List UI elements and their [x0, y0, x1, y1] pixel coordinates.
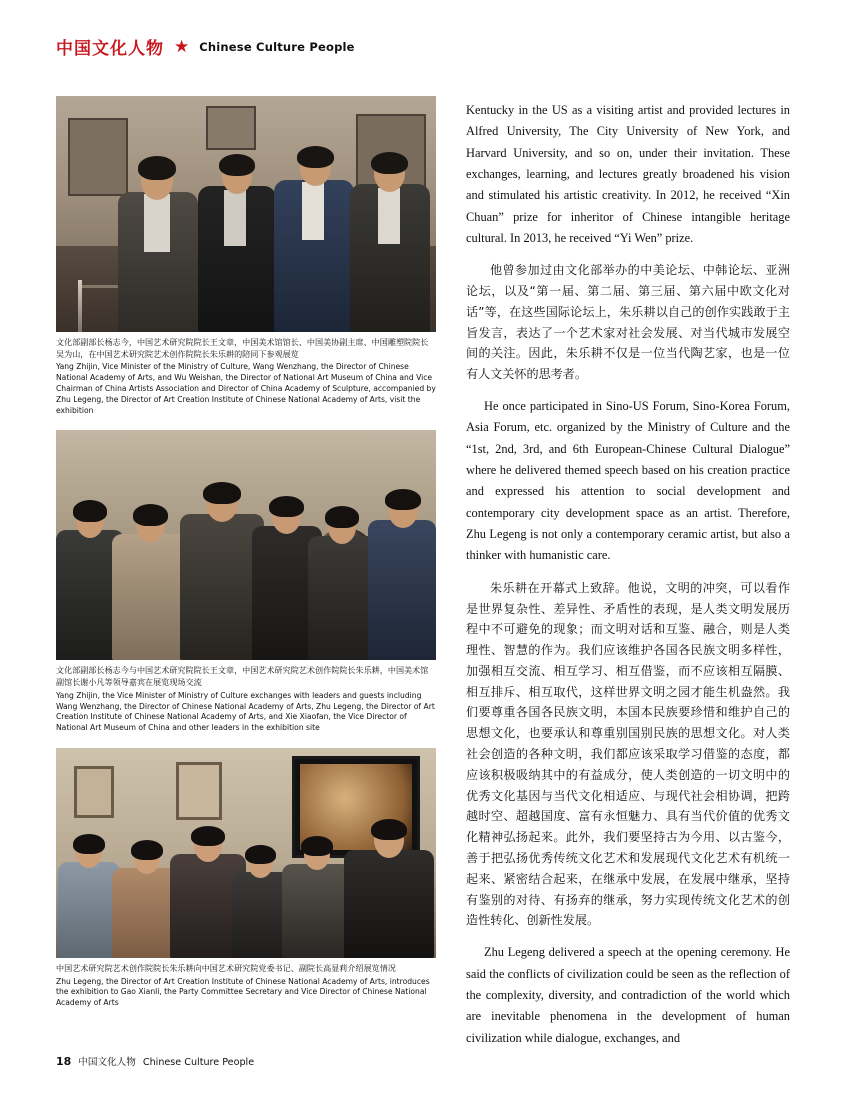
- caption-english: Yang Zhijin, Vice Minister of the Ministry of Culture, Wang Wenzhang, the Director of Chinese National Academy of Arts, and Wu Weishan, the Director of National Art Museum of China and Vice Chairman of China Artists Association and Director of China Academy of Sculpture, accompanied by Zhu Legeng, the Director of Art Creation Institute of Chinese National Academy of Arts, visit the exhibition: [56, 362, 436, 415]
- photo-four-officials: [56, 96, 436, 332]
- caption-chinese: 文化部副部长杨志今与中国艺术研究院院长王文章，中国艺术研究院艺术创作院院长朱乐耕，中国美术馆副馆长谢小凡等领导嘉宾在展览现场交流: [56, 665, 429, 688]
- paragraph-english-1: Kentucky in the US as a visiting artist and provided lectures in Alfred University, The City University of New York, and Harvard University, and so on, under their invitation. These exchanges, learning, and lectures greatly broadened his vision and stimulated his artistic creativity. In 2012, he received “Xin Chuan” prize for inheritor of Chinese intangible heritage cultural. In 2013, he received “Yi Wen” prize.: [466, 103, 790, 245]
- caption-chinese: 文化部副部长杨志今，中国艺术研究院院长王文章，中国美术馆馆长、中国美协副主席、中国雕塑院院长吴为山，在中国艺术研究院艺术创作院院长朱乐耕的陪同下参观展览: [56, 337, 429, 359]
- caption-english: Yang Zhijin, the Vice Minister of Ministry of Culture exchanges with leaders and guests including Wang Wenzhang, the Director of Chinese National Academy of Arts, Zhu Legeng, the Director of Art Creation Institute of Chinese National Academy of Arts, and Xie Xiaofan, the Vice Director of National Art Museum of China and other leaders in the exhibition site: [56, 690, 435, 733]
- figure-introducing-exhibition: [56, 748, 436, 1009]
- masthead-english-title: Chinese Culture People: [199, 39, 355, 54]
- caption-english: Zhu Legeng, the Director of Art Creation Institute of Chinese National Academy of Arts, introduces the exhibition to Gao Xianli, the Party Committee Secretary and Vice Director of Chinese National Academy of Arts: [56, 976, 430, 1008]
- photo-introducing-exhibition: [56, 748, 436, 958]
- figure-exchange-around-vase: [56, 430, 436, 734]
- masthead: [56, 34, 355, 59]
- paragraph-chinese-1: 他曾参加过由文化部举办的中美论坛、中韩论坛、亚洲论坛，以及“第一届、第二届、第三届、第六届中欧文化对话”等，在这些国际论坛上，朱乐耕以自己的创作实践敢于主旨发言，表达了一个艺术家对社会发展、对当代城市发展空间的关注。因此，朱乐耕不仅是一位当代陶艺家，也是一位有人文关怀的思考者。: [466, 263, 790, 382]
- footer-english-title: Chinese Culture People: [142, 1057, 255, 1068]
- star-icon: ★: [174, 37, 190, 56]
- caption-chinese: 中国艺术研究院艺术创作院院长朱乐耕向中国艺术研究院党委书记、副院长高显莉介绍展览情况: [56, 962, 396, 973]
- footer-chinese-title: 中国文化人物: [78, 1057, 136, 1068]
- paragraph-english-3: Zhu Legeng delivered a speech at the opening ceremony. He said the conflicts of civilization could be seen as the reflection of the complexity, diversity, and contradiction of the world which are inevitable phenomena in the development of human civilization while dialogue, exchanges, and: [466, 945, 790, 1045]
- figure-four-officials: [56, 96, 436, 416]
- paragraph-english-2: He once participated in Sino-US Forum, Sino-Korea Forum, Asia Forum, etc. organized by the Ministry of Culture and the “1st, 2nd, 3rd, and 6th European-Chinese Cultural Dialogue” where he delivered themed speech based on his creation practice and expressed his attention to social development and contemporary city development space as an artist. Therefore, Zhu Legeng is not only a contemporary ceramic artist, but also a thinker with humanistic care.: [466, 399, 790, 563]
- paragraph-chinese-2: 朱乐耕在开幕式上致辞。他说，文明的冲突，可以看作是世界复杂性、差异性、矛盾性的表现，是人类文明发展历程中不可避免的现象；而文明对话和互鉴、融合，则是人类理性、智慧的作为。我们应该维护各国各民族文明多样性，加强相互交流、相互学习、相互借鉴，而不应该相互隔膜、相互排斥、相互取代，这样世界文明之园才能生机盎然。我们要尊重各国各民族文明，本国本民族要珍惜和维护自己的思想文化，也要承认和尊重别国别民族的思想文化。对人类社会创造的各种文明，我们都应该采取学习借鉴的态度，都应该积极吸纳其中的有益成分，使人类创造的一切文明中的优秀文化基因与当代文化相适应、与现代社会相协调，把跨越时空、超越国度、富有永恒魅力、具有当代价值的优秀文化精神弘扬起来。此外，我们要坚持古为今用、以古鉴今，善于把弘扬优秀传统文化艺术和发展现代文化艺术有机统一起来、紧密结合起来，在继承中发展，在发展中继承，坚持有鉴别的对待、有扬弃的继承，努力实现传统文化艺术的创造性转化、创新性发展。: [466, 580, 790, 928]
- photo-exchange-around-vase: [56, 430, 436, 660]
- left-column: [56, 96, 436, 1023]
- page-number: 18: [56, 1055, 72, 1068]
- right-column: [466, 100, 790, 1060]
- page-footer: [56, 1054, 254, 1068]
- masthead-chinese-title: 中国文化人物: [56, 39, 164, 59]
